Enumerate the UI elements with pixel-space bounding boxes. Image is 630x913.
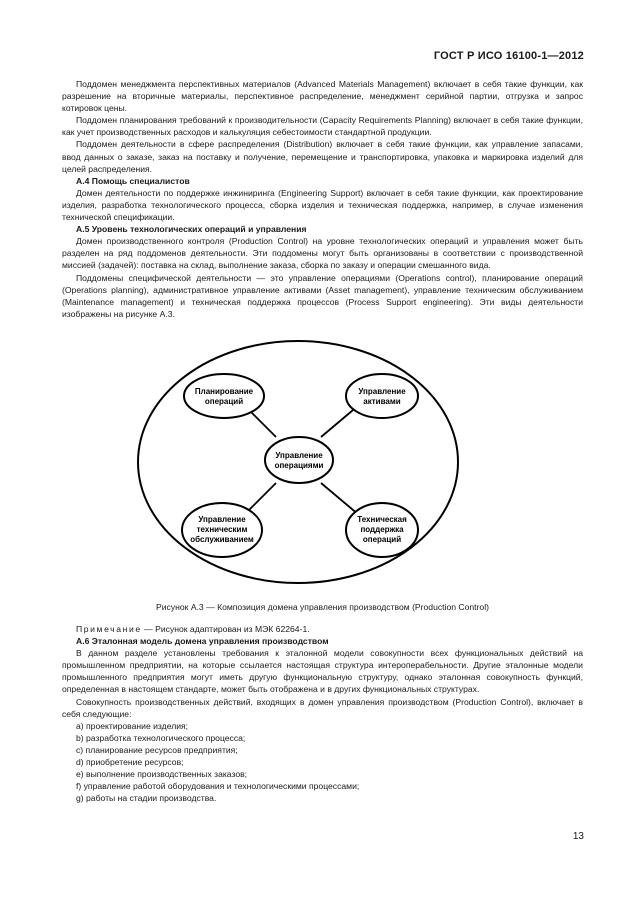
document-body (62, 78, 583, 804)
page-number: 13 (572, 831, 584, 842)
figure-note (62, 623, 583, 635)
node-top-right-label-1: Управление (358, 386, 406, 396)
list-item: f) управление работой оборудования и технологическими процессами; (76, 781, 360, 792)
paragraph: Поддомен планирования требований к производительности (Capacity Requirements Planning) включает в себя такие функции, как учет производственных расходов и калькуляция себестоимости стандартной продукции. (62, 115, 583, 138)
node-bottom-right-label-1: Техническая (357, 514, 407, 524)
paragraph: В данном разделе установлены требования к эталонной модели совокупности всех функциональных действий на промышленном предприятии, на которые ссылается настоящая структура интероперабельности. Другие эталонные модели промышленного предприятия могут иметь другую функциональную структуру, однако эталонная совокупность функций, определенная в настоящем стандарте, может быть отображена и в других функциональных структурах. (62, 648, 583, 695)
node-top-right (346, 374, 418, 418)
node-center (265, 437, 333, 483)
list-item: e) выполнение производственных заказов; (76, 769, 248, 780)
node-top-left-label-1: Планирование (194, 386, 254, 396)
note-label: Примечание (76, 623, 142, 634)
list-item: b) разработка технологического процесса; (76, 732, 246, 743)
node-bottom-right-label-3: операций (362, 534, 402, 544)
node-top-left-label-2: операций (204, 396, 244, 406)
paragraph: Поддомены специфической деятельности — это управление операциями (Operations control), планирование операций (Operations planning), административное управление активами (Asset management), управление техническим обслуживанием (Maintenance management) и техническая поддержка процессов (Process Support engineering). Эти виды деятельности изображены на рисунке А.3. (62, 272, 583, 319)
node-top-left (184, 374, 264, 418)
node-bottom-left-label-3: обслуживанием (190, 534, 254, 544)
connector-line (321, 483, 359, 515)
document-header: ГОСТ Р ИСО 16100-1—2012 (433, 50, 584, 62)
node-top-right-label-2: активами (363, 396, 401, 406)
paragraph: Поддомен менеджмента перспективных материалов (Advanced Materials Management) включает в себя такие функции, как разрешение на вторичные материалы, перспективное распределение, менеджмент серийной партии, отгрузка и запрос котировок цены. (62, 79, 583, 114)
production-control-diagram (62, 337, 583, 587)
paragraph: Домен производственного контроля (Production Control) на уровне технологических операций и управления может быть разделен на ряд поддоменов деятельности. Эти поддомены могут быть организованы в соответствии с производственной миссией (задачей): поставка на склад, выполнение заказа, сборка по заказу и операции смешанного вида. (62, 236, 583, 271)
paragraph: Совокупность производственных действий, входящих в домен управления производством (Production Control), включает в себя следующие: (62, 696, 583, 719)
note-text: — Рисунок адаптирован из МЭК 62264-1. (141, 623, 310, 634)
paragraph: Поддомен деятельности в сфере распределения (Distribution) включает в себя такие функции, как управление запасами, ввод данных о заказе, заказ на поставку и получение, перемещение и транспортировка, упаковка и маркировка изделий для целей распределения. (62, 139, 583, 174)
node-bottom-left-label-2: техническим (196, 524, 248, 534)
list-item: a) проектирование изделия; (76, 720, 189, 731)
node-bottom-right-label-2: поддержка (360, 524, 404, 534)
section-heading: А.5 Уровень технологических операций и управления (76, 224, 307, 235)
section-heading: А.6 Эталонная модель домена управления производством (76, 636, 329, 647)
list-item: g) работы на стадии производства. (76, 793, 217, 804)
list-item: c) планирование ресурсов предприятия; (76, 744, 238, 755)
list-item: d) приобретение ресурсов; (76, 757, 184, 767)
paragraph: Домен деятельности по поддержке инжиниринга (Engineering Support) включает в себя такие функции, как проектирование изделия, разработка технологического процесса, сборка изделия и техническая поддержка, например, в случае изменения технической спецификации. (62, 187, 583, 223)
figure-a3 (62, 337, 583, 587)
node-bottom-left-label-1: Управление (198, 514, 246, 524)
figure-caption: Рисунок А.3 — Композиция домена управления производством (Production Control) (156, 601, 489, 612)
node-center-label-2: операциями (274, 460, 324, 470)
section-heading: А.4 Помощь специалистов (76, 175, 190, 186)
node-center-label-1: Управление (275, 450, 323, 460)
